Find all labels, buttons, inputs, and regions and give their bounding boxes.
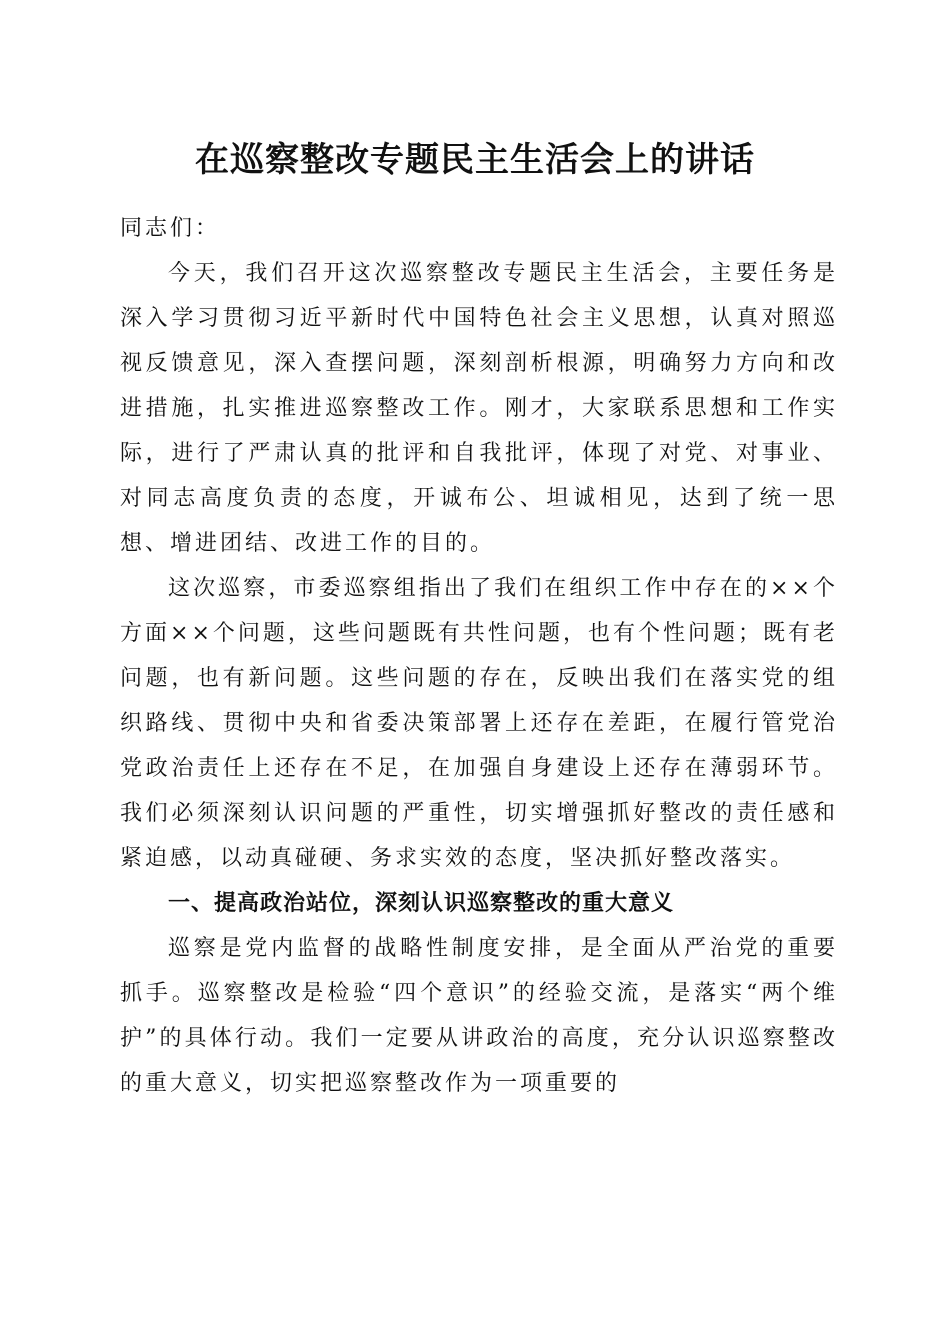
document-body [120,206,838,1106]
paragraph-2: 这次巡察，市委巡察组指出了我们在组织工作中存在的××个方面××个问题，这些问题既有共性问题，也有个性问题；既有老问题，也有新问题。这些问题的存在，反映出我们在落实党的组织路线、贯彻中央和省委决策部署上还存在差距，在履行管党治党政治责任上还存在不足，在加强自身建设上还存在薄弱环节。我们必须深刻认识问题的严重性，切实增强抓好整改的责任感和紧迫感，以动真碰硬、务求实效的态度，坚决抓好整改落实。 [120,576,838,871]
document-title: 在巡察整改专题民主生活会上的讲话 [195,140,755,180]
section-paragraph: 巡察是党内监督的战略性制度安排，是全面从严治党的重要抓手。巡察整改是检验“四个意识”的经验交流，是落实“两个维护”的具体行动。我们一定要从讲政治的高度，充分认识巡察整改的重大意义，切实把巡察整改作为一项重要的 [120,936,838,1096]
salutation: 同志们： [120,216,221,241]
paragraph-1: 今天，我们召开这次巡察整改专题民主生活会，主要任务是深入学习贯彻习近平新时代中国特色社会主义思想，认真对照巡视反馈意见，深入查摆问题，深刻剖析根源，明确努力方向和改进措施，扎实推进巡察整改工作。刚才，大家联系思想和工作实际，进行了严肃认真的批评和自我批评，体现了对党、对事业、对同志高度负责的态度，开诚布公、坦诚相见，达到了统一思想、增进团结、改进工作的目的。 [120,261,838,556]
section-heading: 一、提高政治站位，深刻认识巡察整改的重大意义 [168,891,675,916]
